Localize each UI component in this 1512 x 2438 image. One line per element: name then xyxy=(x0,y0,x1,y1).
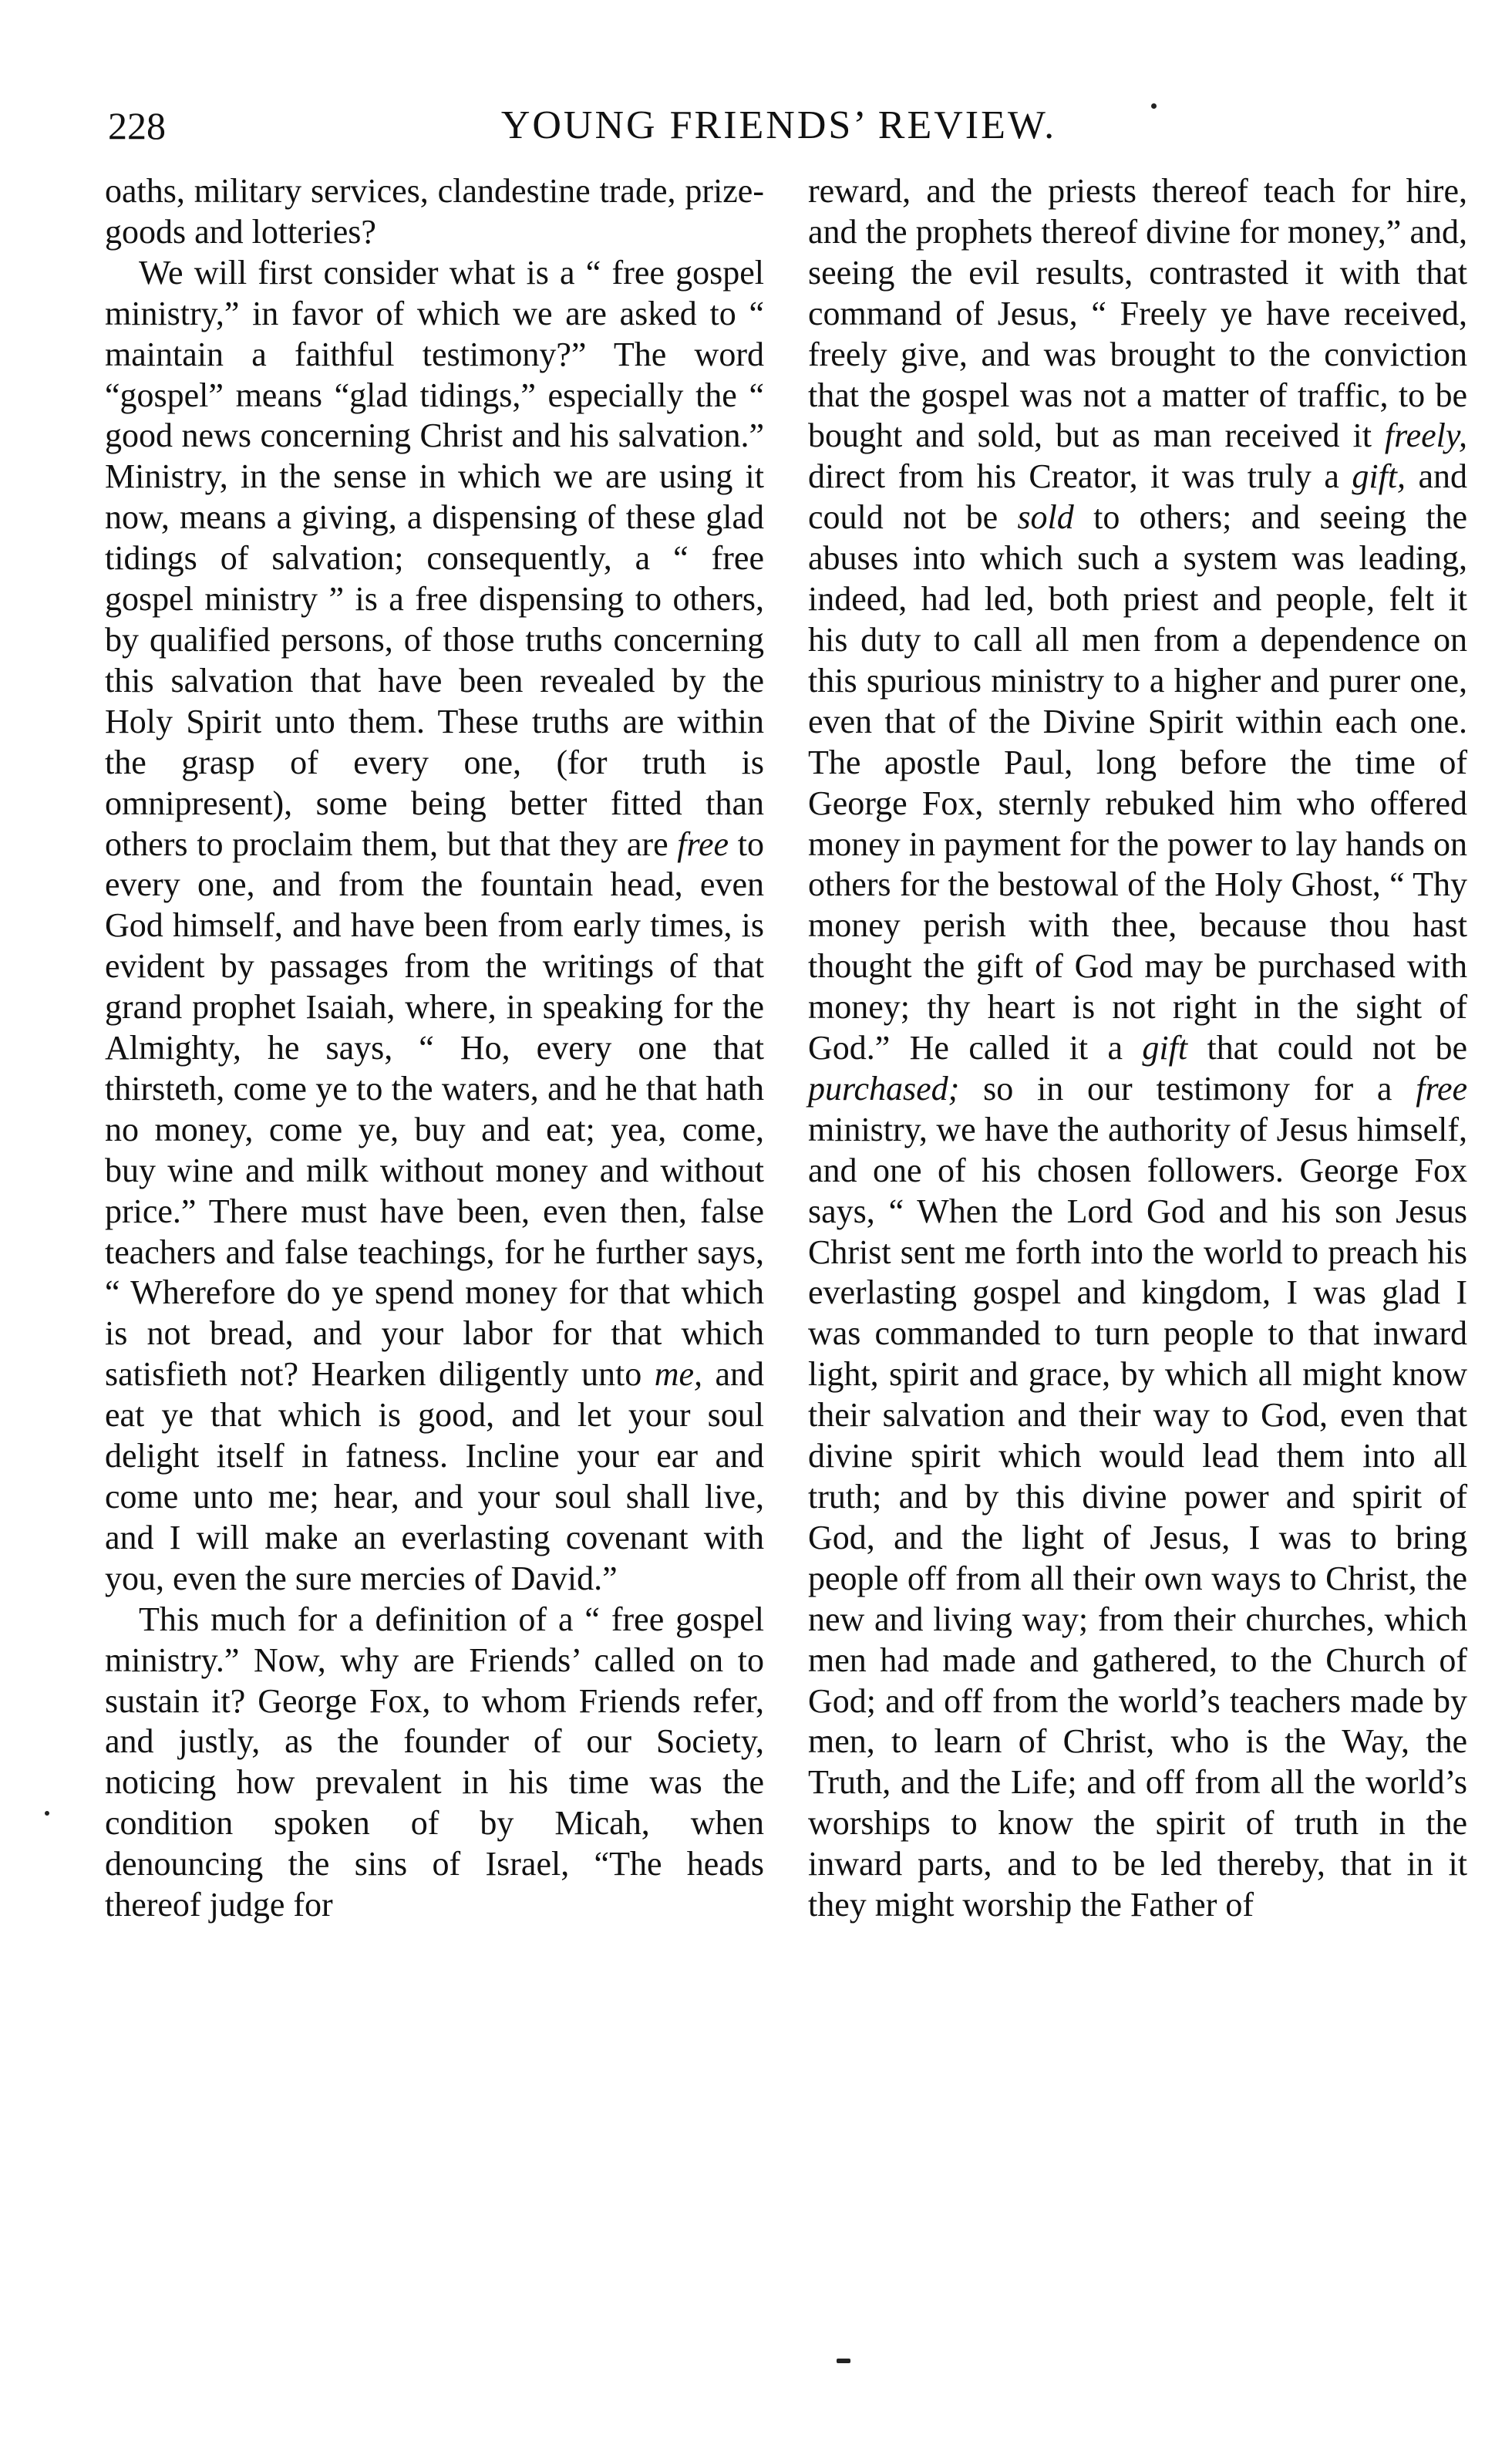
italic-word: free xyxy=(1416,1069,1468,1108)
text-run: to others; and seeing the abuses into which such a system was leading, indeed, had led, both priest and people, felt it his duty to call all men from a dependence on this spurious ministry to a higher and purer one, even that of the Divine Spirit within each one. The apostle Paul, long before the time of George Fox, sternly rebuked him who offered money in payment for the power to lay hands on others for the bestowal of the Holy Ghost, “ Thy money perish with thee, because thou hast thought the gift of God may be purchased with money; thy heart is not right in the sight of God.” He called it a xyxy=(808,498,1468,1067)
paragraph xyxy=(105,171,764,253)
left-column xyxy=(105,171,764,1926)
scan-speck xyxy=(45,1811,49,1816)
text-run: and could not be xyxy=(808,457,1468,537)
running-title: YOUNG FRIENDS’ REVIEW. xyxy=(500,103,1057,147)
page-header xyxy=(108,99,1450,160)
italic-word: free xyxy=(677,824,729,863)
scan-speck xyxy=(837,2359,850,2363)
text-run: and eat ye that which is good, and let your soul delight itself in fatness. Incline your ear and come unto me; hear, and your soul shall live, and I will make an everlasting covenant with you, even the sure mercies of David.” xyxy=(105,1355,765,1597)
text-run: oaths, military services, clandestine trade, prize-goods and lotteries? xyxy=(105,172,764,251)
text-run: so in our testimony for a xyxy=(983,1069,1392,1108)
italic-word: gift xyxy=(1142,1029,1188,1067)
text-run: We will first consider what is a “ free gospel ministry,” in favor of which we are asked to “ maintain a faithful testimony?” The word “gospel” means “glad tidings,” especially the “ good news concerning Christ and his salvation.” Ministry, in the sense in which we are using it now, means a giving, a dispensing of these glad tidings of salvation; consequently, a “ free gospel ministry ” is a free dispensing to others, by qualified persons, of those truths concerning this salvation that have been revealed by the Holy Spirit unto them. These truths are within the grasp of every one, (for truth is omnipresent), some being better fitted than others to proclaim them, but that they are xyxy=(105,253,764,863)
paragraph xyxy=(105,1600,764,1926)
text-run: that could not be xyxy=(1207,1029,1468,1067)
italic-word: sold xyxy=(1017,498,1074,537)
paragraph xyxy=(105,253,764,1600)
text-run: ministry, we have the authority of Jesus himself, and one of his chosen followers. George Fox says, “ When the Lord God and his son Jesus Christ sent me forth into the world to preach his everlasting gospel and kingdom, I was glad I was commanded to turn people to that inward light, spirit and grace, by which all might know their salvation and their way to God, even that divine spirit which would lead them into all truth; and by this divine power and spirit of God, and the light of Jesus, I was to bring people off from all their own ways to Christ, the new and living way; from their churches, which men had made and gathered, to the Church of God; and off from the world’s teachers made by men, to learn of Christ, who is the Way, the Truth, and the Life; and off from all the world’s worships to know the spirit of truth in the inward parts, and to be led thereby, that in it they might worship the Father of xyxy=(808,1110,1467,1924)
text-run: This much for a definition of a “ free gospel ministry.” Now, why are Friends’ called on to sustain it? George Fox, to whom Friends refer, and justly, as the founder of our Society, noticing how prevalent in his time was the condition spoken of by Micah, when denouncing the sins of Israel, “The heads thereof judge for xyxy=(105,1600,764,1924)
page-number: 228 xyxy=(108,104,166,147)
text-run: to every one, and from the fountain head, even God himself, and have been from early times, is evident by passages from the writings of that grand prophet Isaiah, where, in speaking for the Almighty, he says, “ Ho, every one that thirsteth, come ye to the waters, and he that hath no money, come ye, buy and eat; yea, come, buy wine and milk without money and without price.” There must have been, even then, false teachers and false teachings, for he further says, “ Wherefore do ye spend money for that which is not bread, and your labor for that which satisfieth not? Hearken diligently unto xyxy=(105,824,764,1394)
italic-word: freely, xyxy=(1384,416,1467,455)
right-column xyxy=(808,171,1467,1926)
scan-speck xyxy=(1151,103,1157,109)
paragraph xyxy=(808,171,1467,1926)
italic-word: gift, xyxy=(1352,457,1406,496)
italic-word: me, xyxy=(654,1355,703,1394)
text-run: direct from his Creator, it was truly a xyxy=(808,457,1339,496)
text-run: reward, and the priests thereof teach for hire, and the prophets thereof divine for money,” and, seeing the evil results, contrasted it with that command of Jesus, “ Freely ye have received, freely give, and was brought to the conviction that the gospel was not a matter of traffic, to be bought and sold, but as man received it xyxy=(808,172,1467,455)
italic-word: purchased; xyxy=(808,1069,960,1108)
